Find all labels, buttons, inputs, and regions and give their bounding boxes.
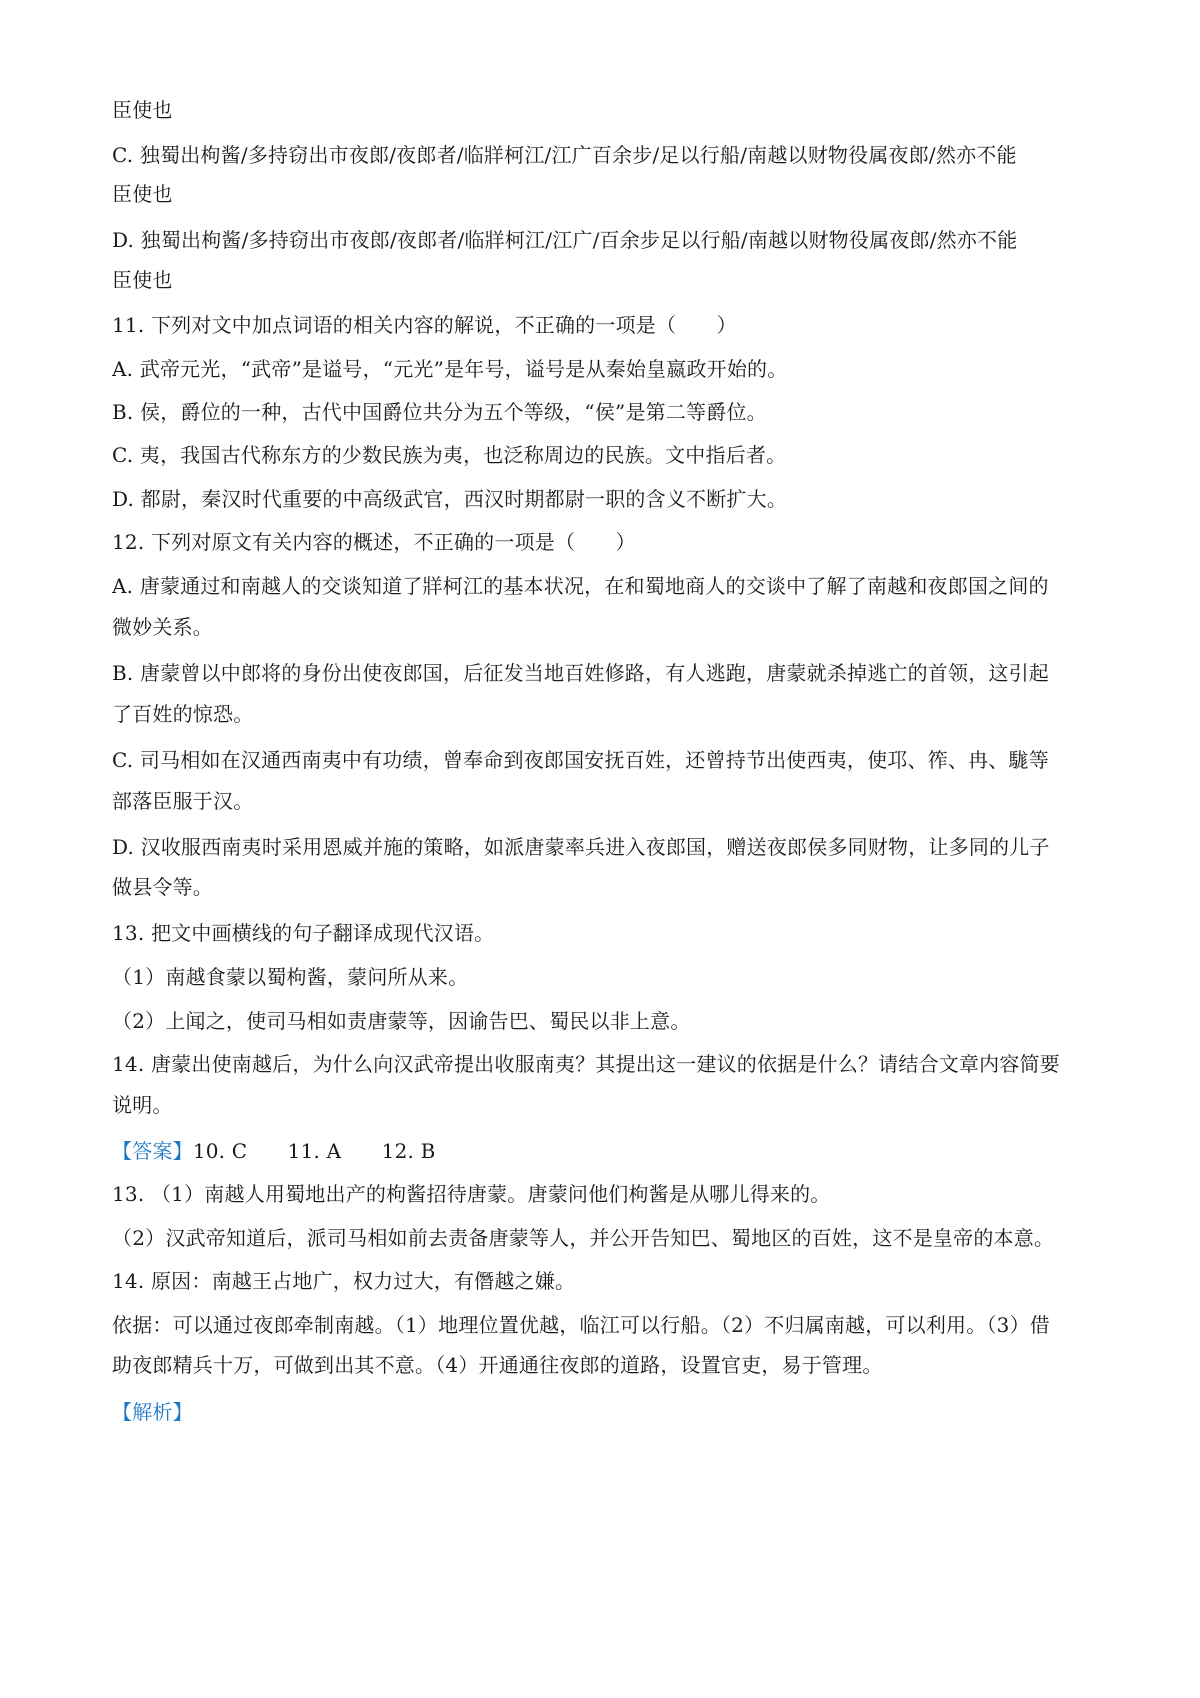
q12-option-d: D. 汉收服西南夷时采用恩威并施的策略，如派唐蒙率兵进入夜郎国，赠送夜郎侯多同财物，让多同的儿子 — [112, 835, 1050, 859]
q11-option-d: D. 都尉，秦汉时代重要的中高级武官，西汉时期都尉一职的含义不断扩大。 — [112, 487, 788, 511]
option-d-line: D. 独蜀出枸酱/多持窃出市夜郎/夜郎者/临牂柯江/江广/百余步足以行船/南越以财物役属夜郎/然亦不能 — [112, 228, 1018, 252]
q11-option-b: B. 侯，爵位的一种，古代中国爵位共分为五个等级，“侯”是第二等爵位。 — [112, 400, 767, 424]
q12-option-a: A. 唐蒙通过和南越人的交谈知道了牂柯江的基本状况，在和蜀地商人的交谈中了解了南越和夜郎国之间的 — [112, 574, 1049, 598]
answer-tag: 【答案】 — [112, 1139, 193, 1163]
text-line: 了百姓的惊恐。 — [112, 702, 254, 726]
answer-14-line: 助夜郎精兵十万，可做到出其不意。（4）开通通往夜郎的道路，设置官吏，易于管理。 — [112, 1353, 883, 1377]
q12-option-b: B. 唐蒙曾以中郎将的身份出使夜郎国，后征发当地百姓修路，有人逃跑，唐蒙就杀掉逃亡的首领，这引起 — [112, 661, 1050, 685]
text-line: 部落臣服于汉。 — [112, 789, 254, 813]
answer-14-line: 14. 原因：南越王占地广，权力过大，有僭越之嫌。 — [112, 1269, 576, 1293]
analysis-row — [112, 1398, 1102, 1426]
answer-13-line: 13. （1）南越人用蜀地出产的枸酱招待唐蒙。唐蒙问他们枸酱是从哪儿得来的。 — [112, 1182, 831, 1206]
answer-13-line: （2）汉武帝知道后，派司马相如前去责备唐蒙等人，并公开告知巴、蜀地区的百姓，这不是皇帝的本意。 — [112, 1226, 1055, 1250]
q11-option-c: C. 夷，我国古代称东方的少数民族为夷，也泛称周边的民族。文中指后者。 — [112, 443, 787, 467]
option-c-line: C. 独蜀出枸酱/多持窃出市夜郎/夜郎者/临牂柯江/江广百余步/足以行船/南越以财物役属夜郎/然亦不能 — [112, 143, 1017, 167]
text-line: 臣使也 — [112, 98, 173, 122]
text-line: 做县令等。 — [112, 875, 213, 899]
text-line: 臣使也 — [112, 182, 173, 206]
question-12: 12. 下列对原文有关内容的概述，不正确的一项是（ ） — [112, 530, 636, 554]
q11-option-a: A. 武帝元光，“武帝”是谥号，“元光”是年号，谥号是从秦始皇嬴政开始的。 — [112, 357, 788, 381]
question-14: 14. 唐蒙出使南越后，为什么向汉武帝提出收服南夷？其提出这一建议的依据是什么？请结合文章内容简要 — [112, 1052, 1060, 1076]
question-13: 13. 把文中画横线的句子翻译成现代汉语。 — [112, 921, 495, 945]
answer-text: 10. C 11. A 12. B — [192, 1139, 436, 1163]
text-line: 说明。 — [112, 1093, 173, 1117]
answer-row — [112, 1137, 1102, 1165]
q12-option-c: C. 司马相如在汉通西南夷中有功绩，曾奉命到夜郎国安抚百姓，还曾持节出使西夷，使邛、筰、冉、駹等 — [112, 748, 1049, 772]
text-line: 微妙关系。 — [112, 615, 213, 639]
question-11: 11. 下列对文中加点词语的相关内容的解说，不正确的一项是（ ） — [112, 313, 737, 337]
q13-sentence-1: （1）南越食蒙以蜀枸酱，蒙问所从来。 — [112, 965, 469, 989]
answer-14-line: 依据：可以通过夜郎牵制南越。（1）地理位置优越，临江可以行船。（2）不归属南越，可以利用。（3）借 — [112, 1313, 1050, 1337]
analysis-tag: 【解析】 — [112, 1400, 193, 1424]
q13-sentence-2: （2）上闻之，使司马相如责唐蒙等，因谕告巴、蜀民以非上意。 — [112, 1009, 691, 1033]
text-line: 臣使也 — [112, 268, 173, 292]
